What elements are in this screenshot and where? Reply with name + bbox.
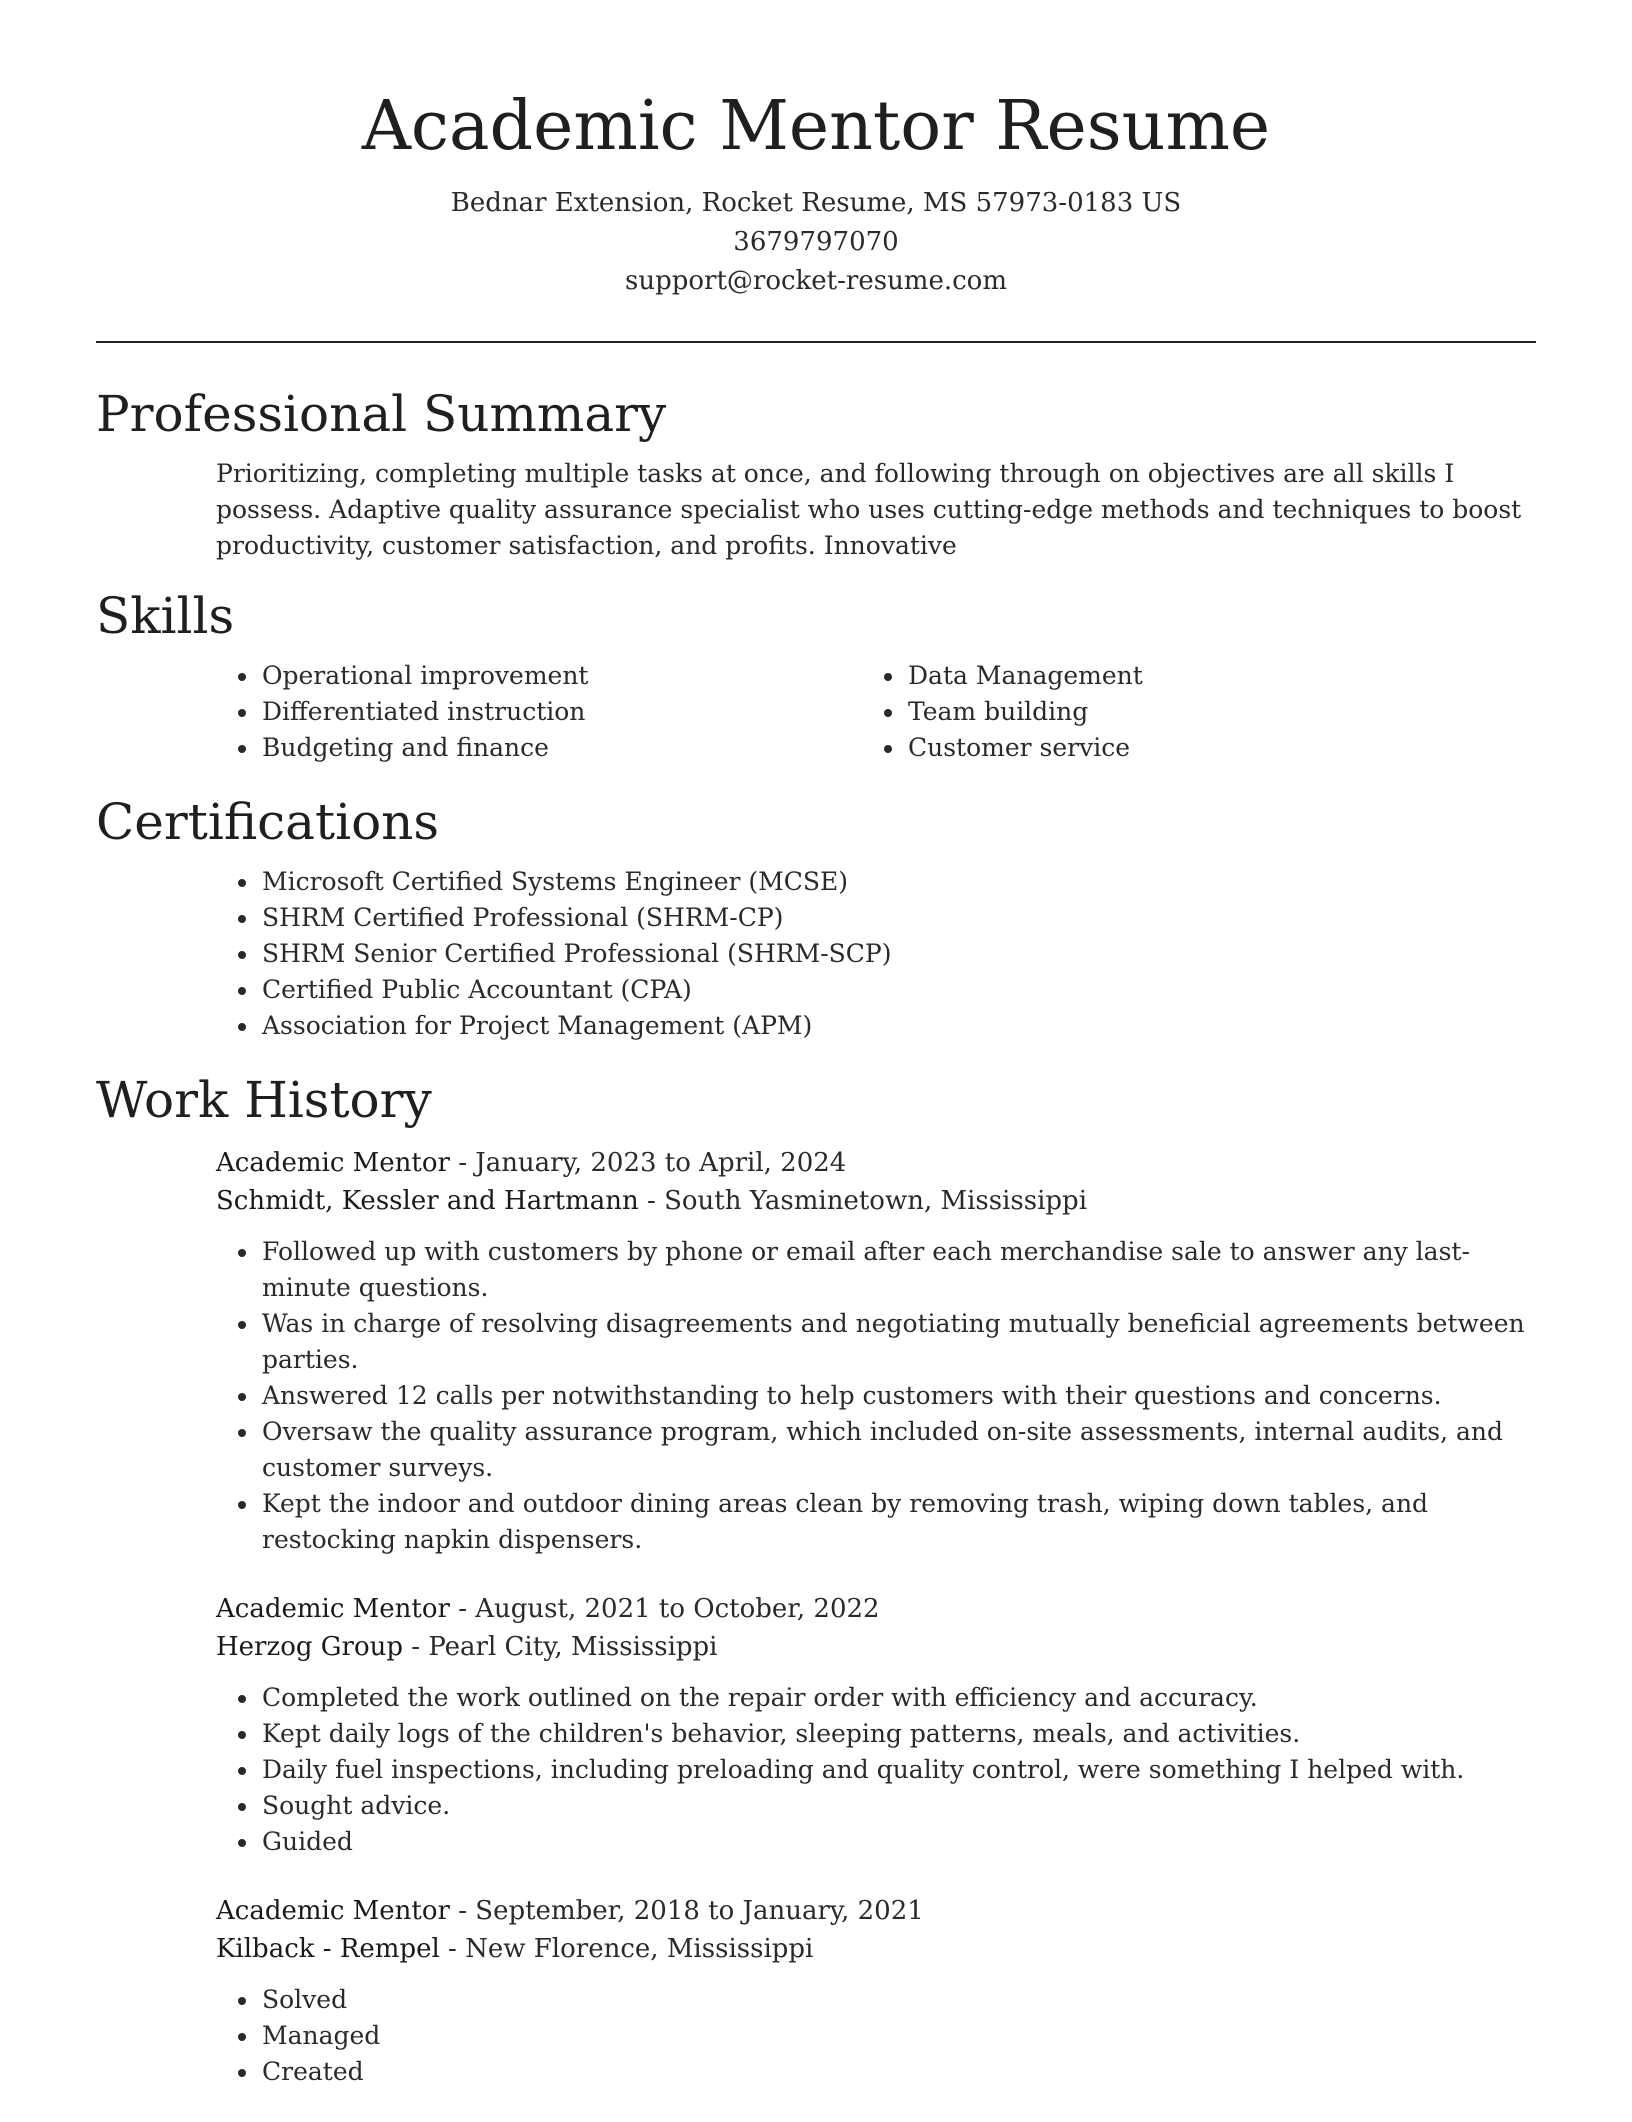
job-bullet: • Answered 12 calls per notwithstanding to help customers with their questions and concerns.	[260, 1378, 1536, 1414]
job-bullet: • Was in charge of resolving disagreements and negotiating mutually beneficial agreements between parties.	[260, 1306, 1536, 1378]
job-entry	[216, 1892, 1536, 2090]
job-entry	[216, 1590, 1536, 1860]
job-dates: - September, 2018 to January, 2021	[449, 1896, 924, 1926]
job-bullet: • Created	[260, 2054, 1536, 2090]
job-company: Herzog Group	[216, 1632, 403, 1662]
contact-phone: 3679797070	[733, 227, 899, 257]
contact-address: Bednar Extension, Rocket Resume, MS 57973-0183 US	[450, 188, 1182, 218]
job-bullet: • Oversaw the quality assurance program, which included on-site assessments, internal audits, and customer surveys.	[260, 1414, 1536, 1486]
resume-content	[96, 380, 1536, 2122]
certification-item: • Certified Public Accountant (CPA)	[260, 972, 1536, 1008]
job-company-line	[216, 1930, 1536, 1968]
job-company-line	[216, 1628, 1536, 1666]
job-bullet: • Kept daily logs of the children's behavior, sleeping patterns, meals, and activities.	[260, 1716, 1536, 1752]
job-location: - South Yasminetown, Mississippi	[638, 1186, 1088, 1216]
job-bullet: • Guided	[260, 1824, 1536, 1860]
header-divider	[96, 341, 1536, 343]
job-bullet: • Sought advice.	[260, 1788, 1536, 1824]
skill-item: • Operational improvement	[260, 658, 746, 694]
job-company: Kilback - Rempel	[216, 1934, 440, 1964]
job-company-line	[216, 1182, 1536, 1220]
contact-block	[0, 184, 1632, 301]
job-entry	[216, 1144, 1536, 1558]
job-dates: - January, 2023 to April, 2024	[449, 1148, 847, 1178]
job-title: Academic Mentor	[216, 1594, 450, 1624]
job-location: - Pearl City, Mississippi	[403, 1632, 718, 1662]
job-bullets	[260, 1680, 1536, 1860]
certifications-section	[96, 788, 1536, 1044]
job-bullet: • Solved	[260, 1982, 1536, 2018]
skill-item: • Differentiated instruction	[260, 694, 746, 730]
job-bullet: • Followed up with customers by phone or email after each merchandise sale to answer any last-minute questions.	[260, 1234, 1536, 1306]
job-bullets	[260, 1234, 1536, 1558]
job-title-line	[216, 1590, 1536, 1628]
skill-item: • Budgeting and finance	[260, 730, 746, 766]
job-title-line	[216, 1144, 1536, 1182]
skills-grid	[96, 658, 1536, 766]
job-location: - New Florence, Mississippi	[439, 1934, 814, 1964]
certifications-heading: Certifications	[96, 793, 440, 851]
skills-heading: Skills	[96, 587, 235, 645]
resume-header	[0, 84, 1632, 301]
certification-item: • SHRM Certified Professional (SHRM-CP)	[260, 900, 1536, 936]
job-title: Academic Mentor	[216, 1148, 450, 1178]
job-bullet: • Completed the work outlined on the repair order with efficiency and accuracy.	[260, 1680, 1536, 1716]
certification-item: • Association for Project Management (APM)	[260, 1008, 1536, 1044]
job-bullet: • Daily fuel inspections, including preloading and quality control, were something I helped with.	[260, 1752, 1536, 1788]
summary-section	[96, 380, 1536, 564]
job-company: Schmidt, Kessler and Hartmann	[216, 1186, 639, 1216]
job-dates: - August, 2021 to October, 2022	[449, 1594, 880, 1624]
work-history-heading: Work History	[96, 1071, 432, 1129]
summary-heading: Professional Summary	[96, 385, 667, 443]
skills-section	[96, 582, 1536, 766]
job-bullets	[260, 1982, 1536, 2090]
skill-item: • Customer service	[906, 730, 1392, 766]
job-bullet: • Managed	[260, 2018, 1536, 2054]
work-history-section	[96, 1066, 1536, 2090]
job-title-line	[216, 1892, 1536, 1930]
summary-text: Prioritizing, completing multiple tasks at once, and following through on objectives are all skills I possess. Adaptive quality assurance specialist who uses cutting-edge methods and techniques to boost productivity, customer satisfaction, and profits. Innovative	[216, 459, 1522, 560]
certification-item: • Microsoft Certified Systems Engineer (MCSE)	[260, 864, 1536, 900]
skill-item: • Data Management	[906, 658, 1392, 694]
skill-item: • Team building	[906, 694, 1392, 730]
skills-list-right	[906, 658, 1392, 766]
skills-list-left	[260, 658, 746, 766]
contact-email: support@rocket-resume.com	[624, 266, 1007, 296]
resume-title: Academic Mentor Resume	[361, 87, 1271, 166]
job-title: Academic Mentor	[216, 1896, 450, 1926]
job-bullet: • Kept the indoor and outdoor dining areas clean by removing trash, wiping down tables, and restocking napkin dispensers.	[260, 1486, 1536, 1558]
certifications-list	[260, 864, 1536, 1044]
certification-item: • SHRM Senior Certified Professional (SHRM-SCP)	[260, 936, 1536, 972]
